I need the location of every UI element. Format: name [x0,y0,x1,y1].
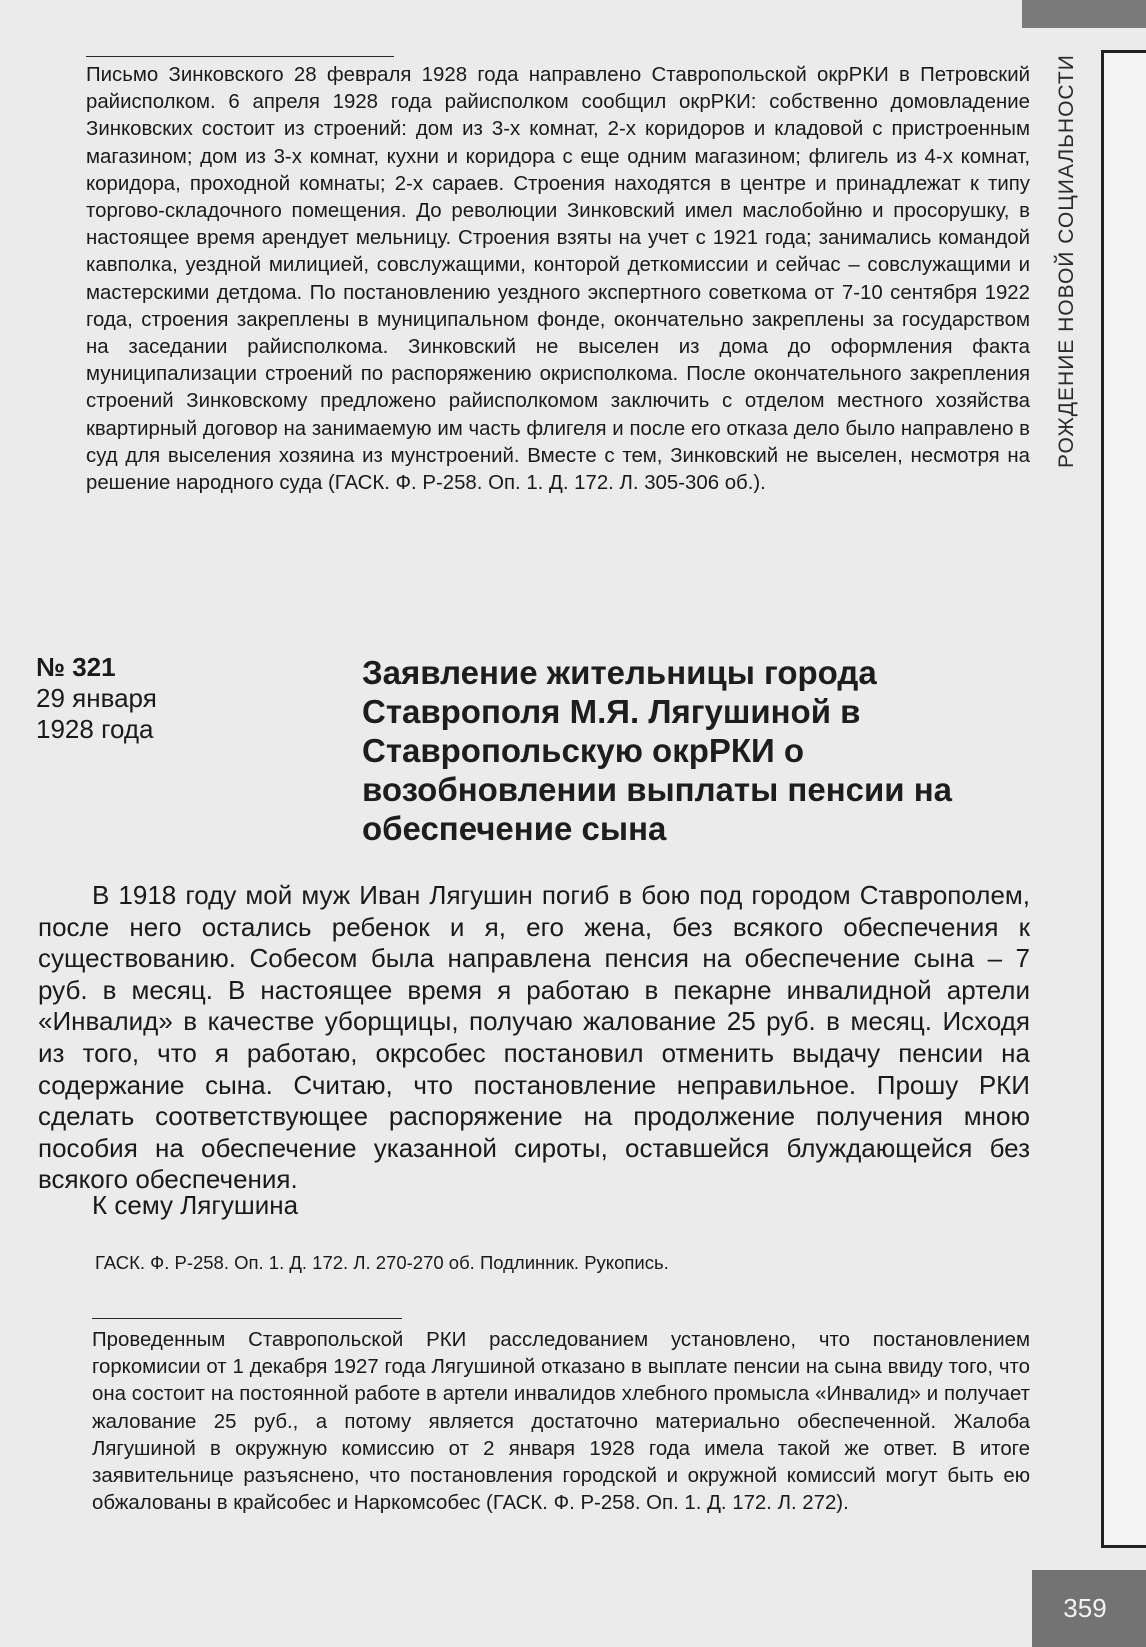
running-section-title [1047,40,1087,480]
footnote-bottom: Проведенным Ставропольской РКИ расследованием установлено, что постановлением горкомисии от 1 декабря 1927 года Лягушиной отказано в выплате пенсии на сына ввиду того, что она состоит на постоянной работе в артели инвалидов хлебного промысла «Инвалид» и получает жалование 25 руб., а потому является достаточно материально обеспеченной. Жалоба Лягушиной в окружную комиссию от 2 января 1928 года имела такой же ответ. В итоге заявительнице разъяснено, что постановления городской и окружной комиссий могут быть ею обжалованы в крайсобес и Наркомсобес (ГАСК. Ф. Р-258. Оп. 1. Д. 172. Л. 272). [92,1329,1030,1515]
document-date-line1: 29 января [36,683,157,713]
page-edge-frame [1101,50,1146,1548]
document-date [36,683,157,745]
document-date-line2: 1928 года [36,714,154,744]
document-signature: К сему Лягушина [92,1190,299,1220]
top-corner-tab [1022,0,1146,28]
section-title-text: РОЖДЕНИЕ НОВОЙ СОЦИАЛЬНОСТИ [1055,54,1078,468]
document-body: В 1918 году мой муж Иван Лягушин погиб в бою под городом Ставрополем, после него остались ребенок и я, его жена, без всякого обеспечения к существованию. Собесом была направлена пенсия на обеспечение сына – 7 руб. в месяц. В настоящее время я работаю в пекарне инвалидной артели «Инвалид» в качестве уборщицы, получаю жалование 25 руб. в месяц. Исходя из того, что я работаю, окрсобес постановил отменить выдачу пенсии на содержание сына. Считаю, что постановление неправильное. Прошу РКИ сделать соответствующее распоряжение на продолжение получения мною пособия на обеспечение указанной сироты, оставшейся блуждающейся без всякого обеспечения. [38,880,1030,1195]
archive-source: ГАСК. Ф. Р-258. Оп. 1. Д. 172. Л. 270-270 об. Подлинник. Рукопись. [95,1252,669,1273]
page-number: 359 [1063,1593,1107,1623]
document-number: № 321 [36,652,116,682]
document-title: Заявление жительницы города Ставрополя М.Я. Лягушиной в Ставропольскую окрРКИ о возобновлении выплаты пенсии на обеспечение сына [362,654,953,847]
footnote-divider-top [86,56,394,57]
page-number-box [1032,1570,1146,1647]
footnote-divider-bottom [92,1318,402,1319]
footnote-top: Письмо Зинковского 28 февраля 1928 года направлено Ставропольской окрРКИ в Петровский райисполком. 6 апреля 1928 года райисполком сообщил окрРКИ: собственно домовладение Зинковских состоит из строений: дом из 3-х комнат, 2-х коридоров и кладовой с пристроенным магазином; дом из 3-х комнат, кухни и коридора с еще одним магазином; флигель из 4-х комнат, коридора, проходной комнаты; 2-х сараев. Строения находятся в центре и принадлежат к типу торгово-складочного помещения. До революции Зинковский имел маслобойню и просорушку, в настоящее время арендует мельницу. Строения взяты на учет с 1921 года; занимались командой кавполка, уездной милицией, совслужащими, конторой деткомиссии и сейчас – совслужащими и мастерскими детдома. По постановлению уездного экспертного советкома от 7-10 сентября 1922 года, строения закреплены в муниципальном фонде, окончательно закреплены за государством на заседании райисполкома. Зинковский не выселен из дома до оформления факта муниципализации строений по распоряжению окрисполкома. После окончательного закрепления строений Зинковскому предложено райисполкомом заключить с отделом местного хозяйства квартирный договор на занимаемую им часть флигеля и после его отказа дело было направлено в суд для выселения хозяина из мунстроений. Вместе с тем, Зинковский не выселен, несмотря на решение народного суда (ГАСК. Ф. Р-258. Оп. 1. Д. 172. Л. 305-306 об.). [86,64,1030,495]
